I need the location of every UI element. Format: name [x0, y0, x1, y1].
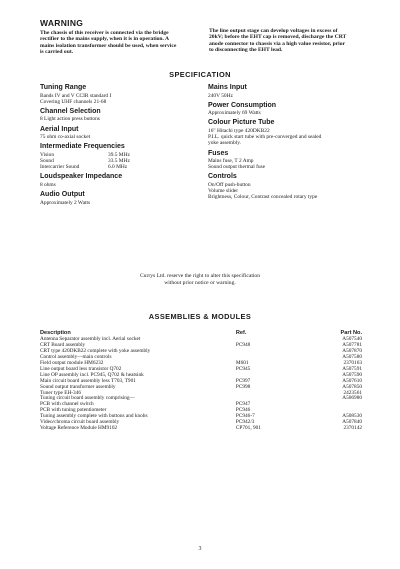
row-part-no: 2370163: [343, 360, 362, 367]
frequency-row: [40, 164, 200, 170]
warning-line: to disconnecting the EHT lead.: [209, 47, 283, 54]
row-description: CRT type 420DKB22 complete with yoke assembly: [40, 348, 151, 355]
warning-right-text: [209, 28, 365, 54]
spec-item: [40, 173, 200, 188]
row-part-no: A507591: [342, 365, 362, 372]
row-part-no: A507870: [342, 348, 362, 355]
row-part-no: A507781: [342, 342, 362, 349]
row-description: PCB with channel switch: [40, 401, 94, 408]
warning-line: is carried out.: [40, 49, 74, 56]
row-description: Control assembly—main controls: [40, 354, 112, 361]
spec-item: [208, 119, 368, 146]
specification-title: SPECIFICATION: [169, 70, 231, 79]
warning-line: anode connector to chassis via a high value resistor, prior: [209, 40, 346, 47]
assemblies-title: ASSEMBLIES & MODULES: [148, 312, 252, 321]
row-description: Main circuit board assembly less T703, T901: [40, 377, 136, 384]
spec-heading: Intermediate Frequencies: [40, 143, 125, 151]
assemblies-table: [40, 330, 370, 432]
spec-value: Mains fuse, T 2 Amp: [208, 158, 254, 165]
spec-value: Bands IV and V CCIR standard I: [40, 92, 112, 99]
row-ref: PC997: [235, 377, 251, 384]
spec-value: 8 ohms: [40, 181, 56, 188]
page-number: 3: [198, 546, 202, 552]
spec-heading: Mains Input: [208, 84, 247, 91]
row-description: Tuner type EH-346: [40, 389, 81, 396]
row-ref: PC945: [235, 365, 251, 372]
warning-line: The line output stage can develop voltages in excess of: [209, 28, 338, 34]
spec-heading: Loudspeaker Impedance: [40, 173, 123, 181]
row-description: Sound output transformer assembly: [40, 383, 116, 390]
row-part-no: 2370142: [343, 425, 362, 431]
row-description: Line OP assembly incl. PC945, Q702 & heatsink: [40, 371, 144, 378]
spec-item: [40, 143, 200, 170]
spec-heading: Tuning Range: [40, 84, 87, 91]
spec-value: Sound output thermal fuse: [208, 164, 266, 171]
row-ref: PC947: [235, 401, 251, 408]
spec-heading: Power Consumption: [208, 101, 277, 109]
spec-value: 240V 50Hz: [208, 92, 233, 99]
spec-value: 8 Light action press buttons: [40, 116, 100, 123]
spec-right-column: [208, 84, 368, 204]
header-part-no: Part No.: [340, 330, 362, 336]
frequency-value: 39.5 MHz: [108, 151, 130, 158]
frequency-value: 6.0 MHz: [108, 164, 128, 171]
warning-line: mains isolation transformer should be used, when service: [40, 42, 177, 49]
spec-item: [208, 150, 368, 171]
row-part-no: A507540: [342, 336, 362, 343]
row-part-no: A506980: [342, 395, 362, 402]
row-description: CRT Board assembly: [40, 342, 86, 349]
frequency-label: Vision: [40, 151, 55, 158]
spec-heading: Fuses: [208, 149, 229, 157]
spec-heading: Channel Selection: [40, 107, 101, 115]
spec-heading: Aerial Input: [40, 125, 79, 133]
row-ref: PC998: [235, 383, 251, 390]
spec-item: [208, 173, 368, 200]
row-ref: M601: [235, 360, 249, 367]
warning-title: WARNING: [40, 18, 84, 28]
row-description: Field output module HM6232: [40, 360, 104, 367]
spec-item: [40, 126, 200, 141]
spec-item: [40, 191, 200, 206]
spec-value: 75 ohm co-axial socket: [40, 134, 91, 141]
spec-value: Approximately 69 Watts: [208, 110, 261, 117]
spec-heading: Controls: [208, 173, 237, 181]
spec-value: On/Off push-button: [208, 181, 251, 188]
spec-item: [40, 108, 200, 123]
row-ref: CP701, 901: [235, 425, 261, 431]
spec-value: Approximately 2 Watts: [40, 199, 91, 206]
spec-heading: Audio Output: [40, 191, 85, 199]
row-description: Line output board less transistor Q702: [40, 365, 122, 372]
spec-left-column: [40, 84, 200, 209]
row-part-no: A508530: [342, 413, 362, 420]
table-row: [40, 426, 370, 432]
warning-left-text: [40, 30, 192, 56]
row-part-no: 2423561: [343, 389, 362, 396]
spec-value: Covering UHF channels 21-68: [40, 98, 107, 105]
row-part-no: A507590: [342, 371, 362, 378]
row-description: Antenna Separator assembly incl. Aerial socket: [40, 336, 141, 343]
header-description: Description: [40, 330, 71, 336]
row-description: Voltage Reference Module HM9102: [40, 425, 118, 431]
warning-line: 20kV; before the EHT cap is removed, discharge the CRT: [209, 34, 347, 41]
frequency-value: 33.5 MHz: [108, 158, 130, 165]
frequency-label: Sound: [40, 158, 54, 165]
header-ref: Ref.: [235, 330, 247, 336]
row-ref: PC948: [235, 342, 251, 349]
spec-heading: Colour Picture Tube: [208, 119, 275, 127]
note-line: without prior notice or warning.: [164, 279, 236, 286]
row-description: Tuning assembly complete with buttons and knobs: [40, 413, 148, 420]
row-ref: PC942/3: [235, 419, 255, 426]
note-line: Currys Ltd. reserve the right to alter this specification: [139, 273, 261, 279]
row-description: Tuning circuit board assembly comprising—: [40, 395, 135, 402]
specification-note: [0, 273, 400, 286]
row-part-no: A507580: [342, 354, 362, 361]
spec-value: Brightness, Colour, Contrast concealed rotary type: [208, 194, 318, 201]
spec-value: yoke assembly.: [208, 140, 241, 147]
row-description: PCB with tuning potentiometer: [40, 407, 107, 414]
row-part-no: A507850: [342, 383, 362, 390]
warning-line: rectifier to the mains supply, when it is in operation. A: [40, 36, 170, 43]
spec-value: 16" Hitachi type 420DKB22: [208, 127, 270, 134]
warning-line: The chassis of this receiver is connected via the bridge: [40, 30, 169, 36]
spec-value: Volume slider: [208, 188, 238, 195]
row-part-no: A507840: [342, 419, 362, 426]
row-ref: PC946-7: [235, 413, 255, 420]
row-description: Video/chroma circuit board assembly: [40, 419, 120, 426]
row-ref: PC946: [235, 407, 251, 414]
spec-item: [40, 84, 200, 105]
spec-item: [208, 84, 368, 99]
row-part-no: A507610: [342, 377, 362, 384]
spec-item: [208, 102, 368, 117]
spec-value: P.I.L. quick start tube with pre-converged and sealed: [208, 134, 322, 141]
frequency-label: Intercarrier Sound: [40, 164, 80, 171]
